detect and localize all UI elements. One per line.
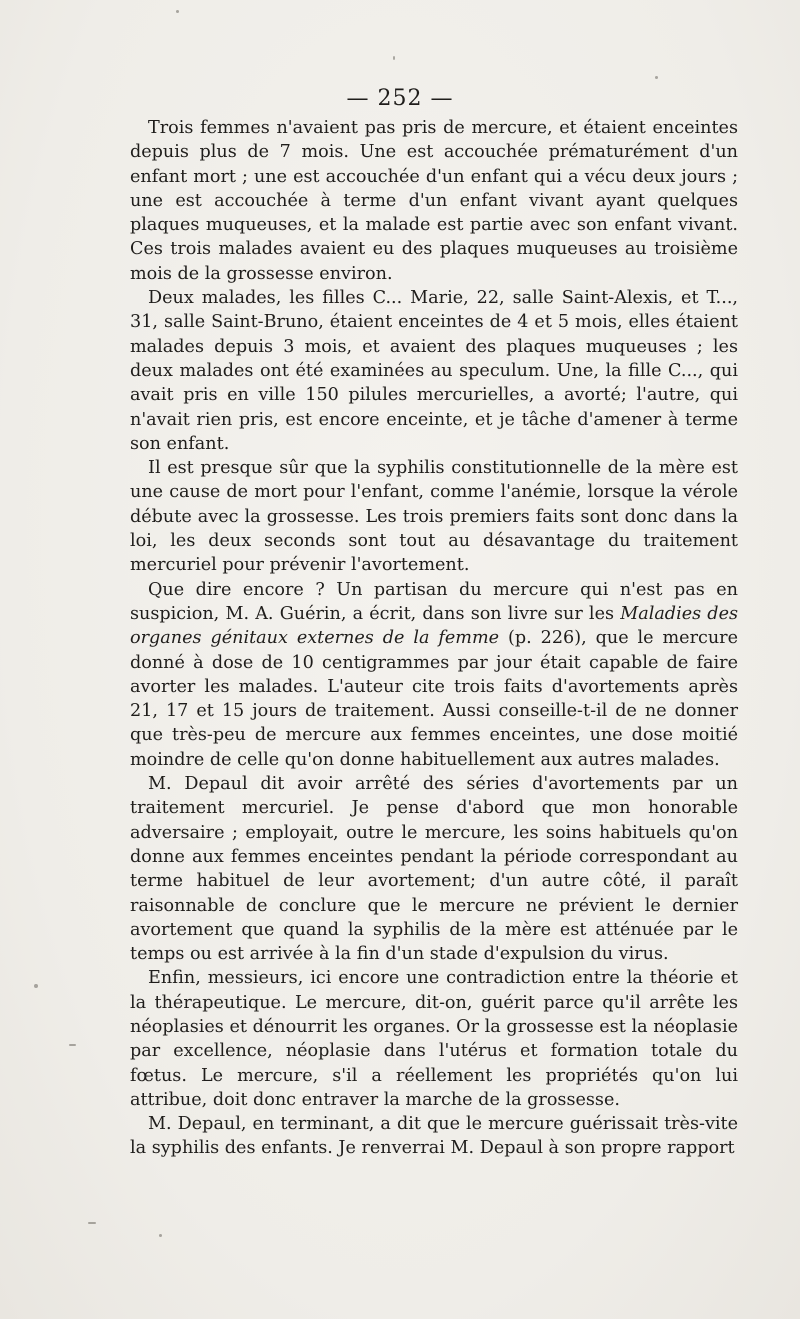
scan-speck bbox=[176, 10, 179, 13]
paragraph: Deux malades, les filles C... Marie, 22, salle Saint-Alexis, et T..., 31, salle Saint-Bruno, étaient enceintes de 4 et 5 mois, elles étaient malades depuis 3 mois, et avaient des plaques muqueuses ; les deux malades ont été examinées au speculum. Une, la fille C..., qui avait pris en ville 150 pilules mercurielles, a avorté; l'autre, qui n'avait rien pris, est encore enceinte, et je tâche d'amener à terme son enfant. bbox=[130, 288, 738, 454]
paragraph: M. Depaul dit avoir arrêté des séries d'avortements par un traitement mercuriel. Je pense d'abord que mon honorable adversaire ; employait, outre le mercure, les soins habituels qu'on donne aux femmes enceintes pendant la période correspondant au terme habituel de leur avortement; d'un autre côté, il paraît raisonnable de conclure que le mercure ne prévient le dernier avortement que quand la syphilis de la mère est atténuée par le temps ou est arrivée à la fin d'un stade d'expulsion du virus. bbox=[130, 774, 738, 965]
paragraph: Il est presque sûr que la syphilis constitutionnelle de la mère est une cause de mort pour l'enfant, comme l'anémie, lorsque la vérole débute avec la grossesse. Les trois premiers faits sont donc dans la loi, les deux seconds sont tout au désavantage du traitement mercuriel pour prévenir l'avortement. bbox=[130, 458, 738, 576]
paragraph: M. Depaul, en terminant, a dit que le mercure guérissait très-vite la syphilis des enfants. Je renverrai M. Depaul à son propre rapport bbox=[130, 1114, 738, 1159]
scan-speck bbox=[159, 1234, 162, 1237]
paragraph: Enfin, messieurs, ici encore une contradiction entre la théorie et la thérapeutique. Le mercure, dit-on, guérit parce qu'il arrête les néoplasies et dénourrit les organes. Or la grossesse est la néoplasie par excellence, néoplasie dans l'utérus et formation totale du fœtus. Le mercure, s'il a réellement les propriétés qu'on lui attribue, doit donc entraver la marche de la grossesse. bbox=[130, 968, 738, 1110]
scan-speck bbox=[655, 76, 658, 79]
paragraph: Trois femmes n'avaient pas pris de mercure, et étaient enceintes depuis plus de 7 mois. Une est accouchée prématurément d'un enfant mort ; une est accouchée d'un enfant qui a vécu deux jours ; une est accouchée à terme d'un enfant vivant ayant quelques plaques muqueuses, et la malade est partie avec son enfant vivant. Ces trois malades avaient eu des plaques muqueuses au troisième mois de la grossesse environ. bbox=[130, 118, 738, 284]
paragraph-text: Que dire encore ? Un partisan du mercure qui n'est pas en suspicion, M. A. Guérin, a écrit, dans son livre sur les bbox=[130, 579, 738, 624]
scan-speck bbox=[393, 56, 395, 60]
scan-speck bbox=[88, 1222, 96, 1224]
paragraph-text: (p. 226), que le mercure donné à dose de 10 centigrammes par jour était capable de faire avorter les malades. L'auteur cite trois faits d'avortements après 21, 17 et 15 jours de traitement. Aussi conseille-t-il de ne donner que très-peu de mercure aux femmes enceintes, une dose moitié moindre de celle qu'on donne habituellement aux autres malades. bbox=[130, 628, 738, 770]
scan-speck bbox=[34, 984, 38, 988]
page-number: — 252 — bbox=[346, 86, 454, 111]
book-title: Maladies des organes génitaux externes de la femme bbox=[130, 603, 739, 649]
paragraph bbox=[130, 578, 738, 772]
page-body bbox=[130, 116, 738, 1161]
scan-speck bbox=[69, 1044, 76, 1046]
